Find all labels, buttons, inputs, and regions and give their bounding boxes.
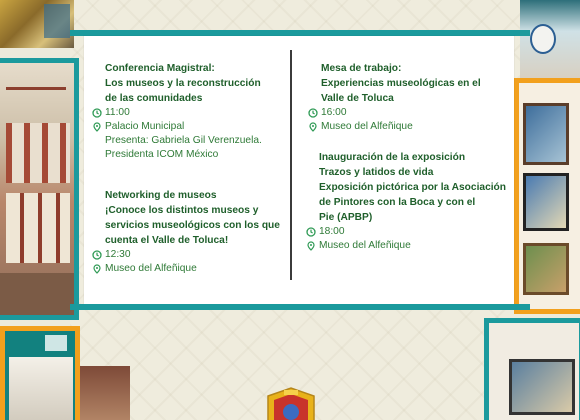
location-pin-icon <box>92 264 102 274</box>
clock-icon <box>92 108 102 118</box>
event-time: 18:00 <box>319 226 345 237</box>
event-place: Museo del Alfeñique <box>319 240 411 251</box>
event-time: 12:30 <box>105 249 131 260</box>
event-title: Networking de museos ¡Conoce los distintos museos y servicios museológicos con los que cuenta el Valle de Toluca! <box>105 190 280 246</box>
column-divider <box>290 50 292 280</box>
event-presenter: Presenta: Gabriela Gil Verenzuela. <box>105 135 262 146</box>
photo-top-left-artwork <box>0 0 74 48</box>
event-title: Inauguración de la exposición Trazos y latidos de vida Exposición pictórica por la Asociación de Pintores con la Boca y con el Pie (APBP) <box>319 152 507 223</box>
event-place: Palacio Municipal <box>105 121 185 132</box>
event-inauguracion <box>306 150 514 253</box>
photo-bottom-left-gallery <box>0 326 80 420</box>
event-presenter-role: Presidenta ICOM México <box>105 149 219 160</box>
event-title: Mesa de trabajo: Experiencias museológicas en el Valle de Toluca <box>321 63 481 104</box>
event-conferencia <box>92 61 282 162</box>
location-pin-icon <box>92 122 102 132</box>
event-time: 11:00 <box>105 107 130 118</box>
clock-icon <box>92 250 102 260</box>
event-time: 16:00 <box>321 107 347 118</box>
photo-bottom-right-exhibit <box>484 318 580 420</box>
event-place: Museo del Alfeñique <box>321 121 413 132</box>
event-place: Museo del Alfeñique <box>105 263 197 274</box>
card-bottom-bar <box>70 304 530 310</box>
photo-bottom-left-building <box>80 366 130 420</box>
clock-icon <box>306 227 316 237</box>
location-pin-icon <box>306 241 316 251</box>
event-mesa-trabajo <box>308 61 508 134</box>
location-pin-icon <box>308 122 318 132</box>
coat-of-arms-icon <box>262 386 320 420</box>
event-title: Conferencia Magistral: Los museos y la reconstrucción de las comunidades <box>105 63 261 104</box>
photo-top-right-vases <box>520 0 580 78</box>
photo-right-paintings <box>514 78 580 314</box>
event-networking <box>92 188 287 276</box>
photo-left-courtyard <box>0 58 79 320</box>
clock-icon <box>308 108 318 118</box>
